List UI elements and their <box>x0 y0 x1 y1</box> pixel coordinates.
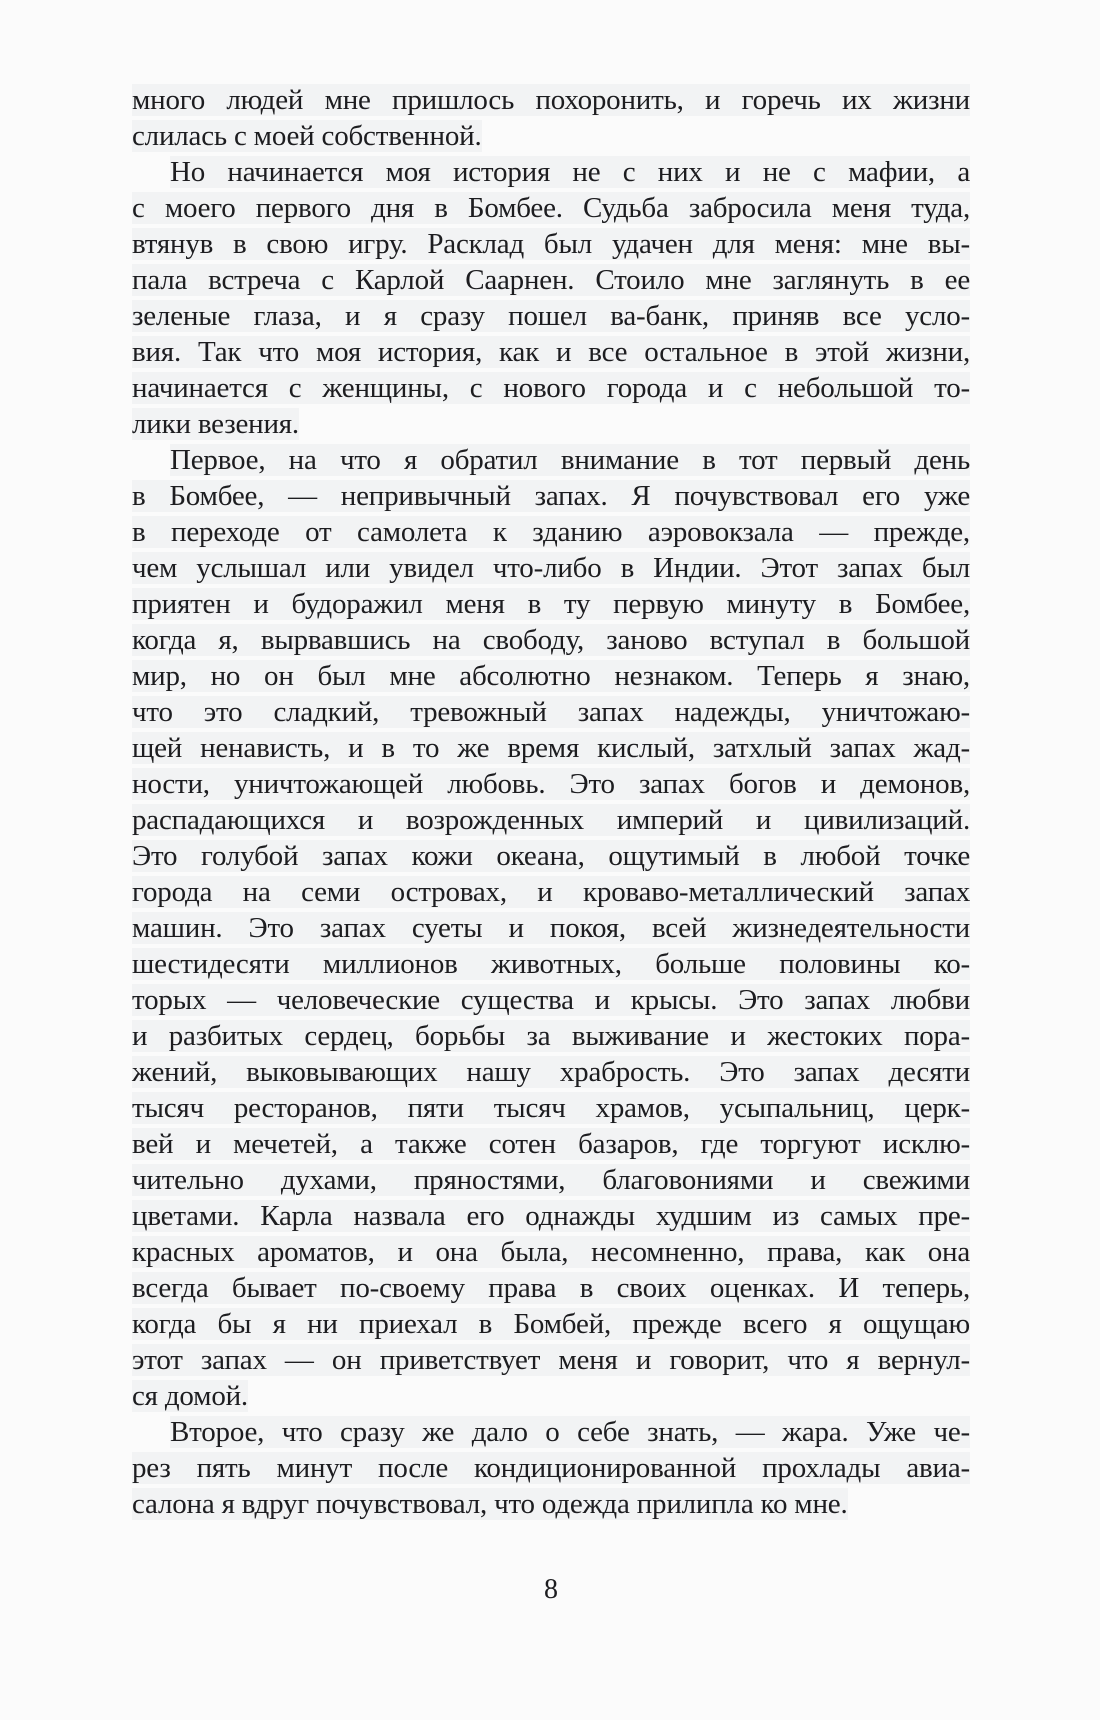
page-number: 8 <box>544 1574 558 1605</box>
text-line: тысяч ресторанов, пяти тысяч храмов, усыпальниц, церк- <box>132 1092 970 1124</box>
text-line: Первое, на что я обратил внимание в тот первый день <box>170 444 970 476</box>
text-line: много людей мне пришлось похоронить, и горечь их жизни <box>132 84 970 116</box>
text-line: когда я, вырвавшись на свободу, заново вступал в большой <box>132 624 970 656</box>
page-text <box>132 82 970 1522</box>
text-line: вей и мечетей, а также сотен базаров, где торгуют исклю- <box>132 1128 970 1160</box>
text-line: приятен и будоражил меня в ту первую минуту в Бомбее, <box>132 588 970 620</box>
text-line: когда бы я ни приехал в Бомбей, прежде всего я ощущаю <box>132 1308 970 1340</box>
text-line: машин. Это запах суеты и покоя, всей жизнедеятельности <box>132 912 970 944</box>
text-line: жений, выковывающих нашу храбрость. Это запах десяти <box>132 1056 970 1088</box>
text-line: этот запах — он приветствует меня и говорит, что я вернул- <box>132 1344 970 1376</box>
text-line: с моего первого дня в Бомбее. Судьба забросила меня туда, <box>132 192 970 224</box>
text-line: рез пять минут после кондиционированной прохлады авиа- <box>132 1452 970 1484</box>
text-line: всегда бывает по-своему права в своих оценках. И теперь, <box>132 1272 970 1304</box>
text-line: начинается с женщины, с нового города и с небольшой то- <box>132 372 970 404</box>
text-line: торых — человеческие существа и крысы. Это запах любви <box>132 984 970 1016</box>
text-line: мир, но он был мне абсолютно незнаком. Теперь я знаю, <box>132 660 970 692</box>
text-line: вия. Так что моя история, как и все остальное в этой жизни, <box>132 336 970 368</box>
text-line: ности, уничтожающей любовь. Это запах богов и демонов, <box>132 768 970 800</box>
text-line: Второе, что сразу же дало о себе знать, — жара. Уже че- <box>170 1416 970 1448</box>
text-line: распадающихся и возрожденных империй и цивилизаций. <box>132 804 970 836</box>
text-line: слилась с моей собственной. <box>132 120 482 152</box>
text-line: лики везения. <box>132 408 299 440</box>
text-line: цветами. Карла назвала его однажды худшим из самых пре- <box>132 1200 970 1232</box>
text-line: в переходе от самолета к зданию аэровокзала — прежде, <box>132 516 970 548</box>
text-line: что это сладкий, тревожный запах надежды, уничтожаю- <box>132 696 970 728</box>
text-line: в Бомбее, — непривычный запах. Я почувствовал его уже <box>132 480 970 512</box>
text-line: втянув в свою игру. Расклад был удачен для меня: мне вы- <box>132 228 970 260</box>
text-line: Это голубой запах кожи океана, ощутимый в любой точке <box>132 840 970 872</box>
text-line: зеленые глаза, и я сразу пошел ва-банк, приняв все усло- <box>132 300 970 332</box>
text-line: шестидесяти миллионов животных, больше половины ко- <box>132 948 970 980</box>
text-line: Но начинается моя история не с них и не с мафии, а <box>170 156 970 188</box>
text-line: и разбитых сердец, борьбы за выживание и жестоких пора- <box>132 1020 970 1052</box>
text-line: города на семи островах, и кроваво-металлический запах <box>132 876 970 908</box>
text-line: ся домой. <box>132 1380 248 1412</box>
text-line: пала встреча с Карлой Саарнен. Стоило мне заглянуть в ее <box>132 264 970 296</box>
text-line: чительно духами, пряностями, благовониями и свежими <box>132 1164 970 1196</box>
text-line: салона я вдруг почувствовал, что одежда прилипла ко мне. <box>132 1488 848 1520</box>
text-line: красных ароматов, и она была, несомненно, права, как она <box>132 1236 970 1268</box>
text-line: щей ненависть, и в то же время кислый, затхлый запах жад- <box>132 732 970 764</box>
text-line: чем услышал или увидел что-либо в Индии. Этот запах был <box>132 552 970 584</box>
